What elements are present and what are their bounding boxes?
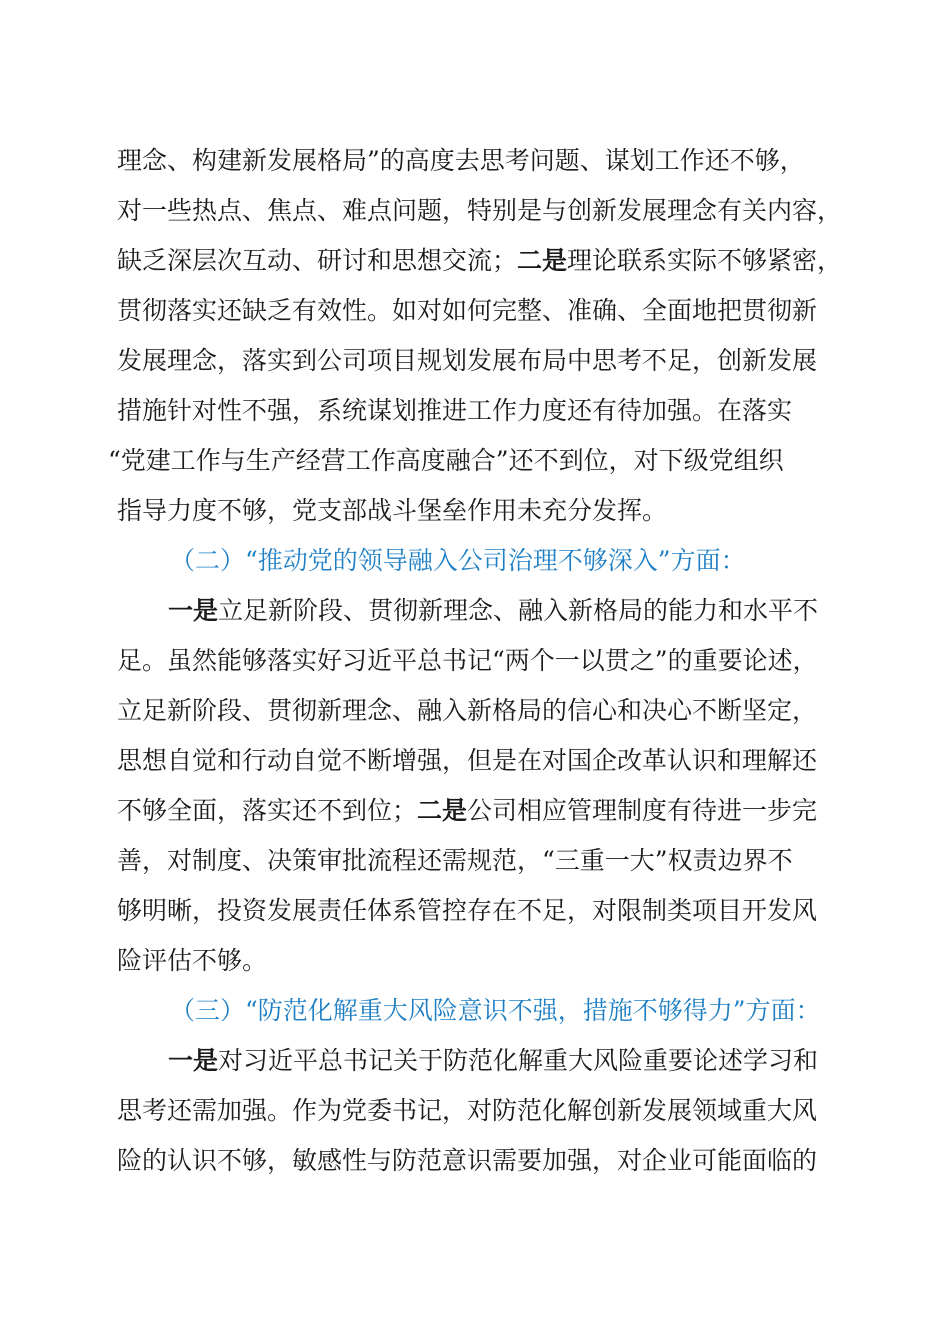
paragraph-line bbox=[0, 741, 950, 781]
line-text: 立足新阶段、贯彻新理念、融入新格局的信心和决心不断坚定， bbox=[117, 696, 818, 725]
paragraph-line bbox=[0, 891, 950, 931]
line-text: 理论联系实际不够紧密， bbox=[567, 246, 843, 275]
line-text: 指导力度不够，党支部战斗堡垒作用未充分发挥。 bbox=[117, 496, 668, 525]
point-marker-two: 二是 bbox=[517, 246, 568, 275]
line-text: 险评估不够。 bbox=[117, 946, 268, 975]
line-text: 对习近平总书记关于防范化解重大风险重要论述学习和 bbox=[218, 1046, 819, 1075]
paragraph-line bbox=[0, 691, 950, 731]
line-text: 贯彻落实还缺乏有效性。如对如何完整、准确、全面地把贯彻新 bbox=[117, 296, 818, 325]
paragraph-line bbox=[0, 141, 950, 181]
line-text: 足。虽然能够落实好习近平总书记“两个一以贯之”的重要论述， bbox=[117, 646, 818, 675]
line-text: 思想自觉和行动自觉不断增强，但是在对国企改革认识和理解还 bbox=[117, 746, 818, 775]
paragraph-line bbox=[0, 941, 950, 981]
paragraph-line bbox=[0, 191, 950, 231]
paragraph-line bbox=[0, 791, 950, 831]
paragraph-line bbox=[0, 1141, 950, 1181]
line-text: 不够全面，落实还不到位； bbox=[117, 796, 418, 825]
heading-text: （二）“推动党的领导融入公司治理不够深入”方面： bbox=[170, 546, 746, 575]
heading-text: （三）“防范化解重大风险意识不强，措施不够得力”方面： bbox=[170, 996, 821, 1025]
paragraph-line bbox=[0, 391, 950, 431]
paragraph-line bbox=[0, 591, 950, 631]
paragraph-line bbox=[0, 241, 950, 281]
line-text: 险的认识不够，敏感性与防范意识需要加强，对企业可能面临的 bbox=[117, 1146, 818, 1175]
point-marker-one: 一是 bbox=[168, 596, 219, 625]
line-text: 对一些热点、焦点、难点问题，特别是与创新发展理念有关内容， bbox=[117, 196, 843, 225]
paragraph-line bbox=[0, 441, 950, 481]
line-text: 缺乏深层次互动、研讨和思想交流； bbox=[117, 246, 518, 275]
paragraph-line bbox=[0, 491, 950, 531]
section-heading-three bbox=[0, 991, 950, 1031]
paragraph-line bbox=[0, 341, 950, 381]
paragraph-line bbox=[0, 291, 950, 331]
line-text: 发展理念，落实到公司项目规划发展布局中思考不足，创新发展 bbox=[117, 346, 818, 375]
line-text: 立足新阶段、贯彻新理念、融入新格局的能力和水平不 bbox=[218, 596, 819, 625]
point-marker-one: 一是 bbox=[168, 1046, 219, 1075]
paragraph-line bbox=[0, 641, 950, 681]
point-marker-two: 二是 bbox=[417, 796, 468, 825]
line-text: 公司相应管理制度有待进一步完 bbox=[467, 796, 818, 825]
paragraph-line bbox=[0, 841, 950, 881]
line-text: 思考还需加强。作为党委书记，对防范化解创新发展领域重大风 bbox=[117, 1096, 818, 1125]
section-heading-two bbox=[0, 541, 950, 581]
line-text: 善，对制度、决策审批流程还需规范，“三重一大”权责边界不 bbox=[117, 846, 793, 875]
line-text: “党建工作与生产经营工作高度融合”还不到位，对下级党组织 bbox=[108, 446, 784, 475]
line-text: 够明晰，投资发展责任体系管控存在不足，对限制类项目开发风 bbox=[117, 896, 818, 925]
paragraph-line bbox=[0, 1041, 950, 1081]
line-text: 措施针对性不强，系统谋划推进工作力度还有待加强。在落实 bbox=[117, 396, 793, 425]
line-text: 理念、构建新发展格局”的高度去思考问题、谋划工作还不够， bbox=[117, 146, 805, 175]
paragraph-line bbox=[0, 1091, 950, 1131]
